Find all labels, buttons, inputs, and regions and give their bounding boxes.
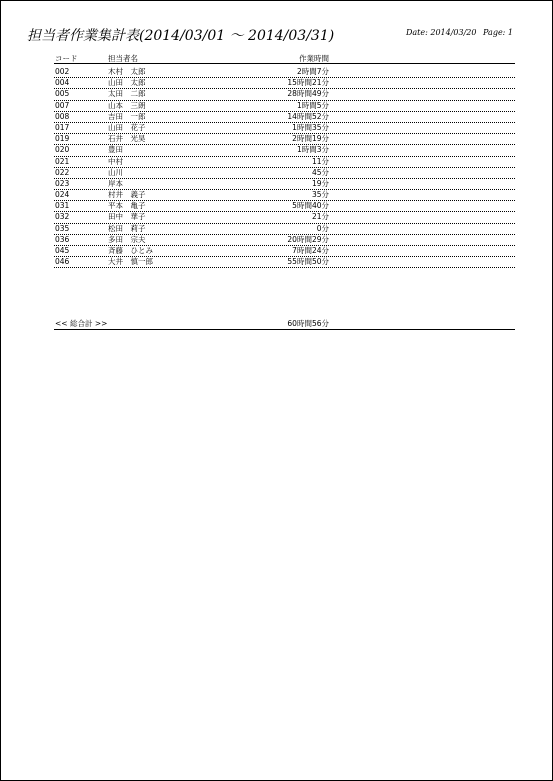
table-row <box>54 67 515 78</box>
cell-time: 1時間3分 <box>296 145 329 155</box>
cell-name: 山本 三朗 <box>108 100 146 110</box>
table-row <box>54 123 515 134</box>
cell-name: 松田 莉子 <box>108 223 146 233</box>
table-row <box>54 179 515 190</box>
cell-name: 岸本 <box>108 178 123 188</box>
report-title: 担当者作業集計表(2014/03/01 ～ 2014/03/31) <box>27 28 335 44</box>
table-row <box>54 224 515 235</box>
table-row <box>54 246 515 257</box>
total-row <box>54 319 515 330</box>
cell-time: 0分 <box>316 223 329 233</box>
cell-code: 024 <box>55 190 70 200</box>
cell-time: 28時間49分 <box>287 89 329 99</box>
cell-code: 023 <box>55 178 70 188</box>
cell-time: 7時間24分 <box>292 246 329 255</box>
cell-code: 002 <box>55 67 70 76</box>
cell-time: 55時間50分 <box>287 257 329 267</box>
cell-time: 11分 <box>311 156 329 166</box>
cell-time: 14時間52分 <box>287 111 329 121</box>
cell-name: 豊田 <box>108 145 123 155</box>
cell-code: 032 <box>55 212 70 222</box>
header-time: 作業時間 <box>299 54 329 63</box>
table-row <box>54 212 515 223</box>
table-row <box>54 157 515 168</box>
cell-name: 平本 亀子 <box>108 201 146 211</box>
cell-code: 021 <box>55 156 70 166</box>
cell-code: 022 <box>55 167 70 177</box>
cell-name: 山川 <box>108 167 123 177</box>
table-row <box>54 89 515 100</box>
cell-time: 20時間29分 <box>287 234 329 244</box>
cell-time: 2時間7分 <box>296 67 329 76</box>
cell-time: 1時間5分 <box>296 100 329 110</box>
table-row <box>54 145 515 156</box>
cell-time: 19分 <box>311 178 329 188</box>
cell-time: 15時間21分 <box>287 78 329 88</box>
cell-name: 木村 太郎 <box>108 67 146 76</box>
cell-name: 中村 <box>108 156 123 166</box>
cell-time: 21分 <box>311 212 329 222</box>
table-row <box>54 168 515 179</box>
cell-name: 太田 二郎 <box>108 89 146 99</box>
table-row <box>54 235 515 246</box>
cell-name: 田中 華子 <box>108 212 146 222</box>
table-row <box>54 101 515 112</box>
header-name: 担当者名 <box>108 54 138 63</box>
cell-name: 吉田 一郎 <box>108 111 146 121</box>
cell-code: 019 <box>55 134 70 144</box>
cell-code: 035 <box>55 223 70 233</box>
cell-name: 村井 義子 <box>108 190 146 200</box>
cell-name: 山田 花子 <box>108 122 146 132</box>
cell-time: 35分 <box>311 190 329 200</box>
table-row <box>54 257 515 268</box>
cell-code: 045 <box>55 246 70 255</box>
cell-code: 005 <box>55 89 70 99</box>
report-date: Date: 2014/03/20 <box>406 28 477 37</box>
cell-code: 020 <box>55 145 70 155</box>
cell-code: 046 <box>55 257 70 267</box>
table-row <box>54 78 515 89</box>
table-row <box>54 112 515 123</box>
table-header <box>54 53 515 64</box>
cell-name: 多田 宗夫 <box>108 234 146 244</box>
cell-time: 1時間35分 <box>292 122 329 132</box>
header-code: コード <box>55 54 78 63</box>
cell-time: 5時間40分 <box>292 201 329 211</box>
cell-code: 007 <box>55 100 70 110</box>
cell-name: 斉藤 ひとみ <box>108 246 153 255</box>
report-meta <box>406 28 517 37</box>
table-body <box>54 67 515 268</box>
cell-time: 2時間19分 <box>292 134 329 144</box>
cell-code: 017 <box>55 122 70 132</box>
cell-code: 036 <box>55 234 70 244</box>
cell-code: 004 <box>55 78 70 88</box>
table-row <box>54 201 515 212</box>
cell-name: 山田 太郎 <box>108 78 146 88</box>
report-page-number: Page: 1 <box>483 28 514 37</box>
total-time: 60時間56分 <box>287 319 329 328</box>
total-label: << 総合計 >> <box>55 319 108 328</box>
table-row <box>54 134 515 145</box>
cell-name: 石井 光昊 <box>108 134 146 144</box>
cell-name: 大井 慎一郎 <box>108 257 153 267</box>
table-row <box>54 190 515 201</box>
cell-time: 45分 <box>311 167 329 177</box>
cell-code: 008 <box>55 111 70 121</box>
cell-code: 031 <box>55 201 70 211</box>
